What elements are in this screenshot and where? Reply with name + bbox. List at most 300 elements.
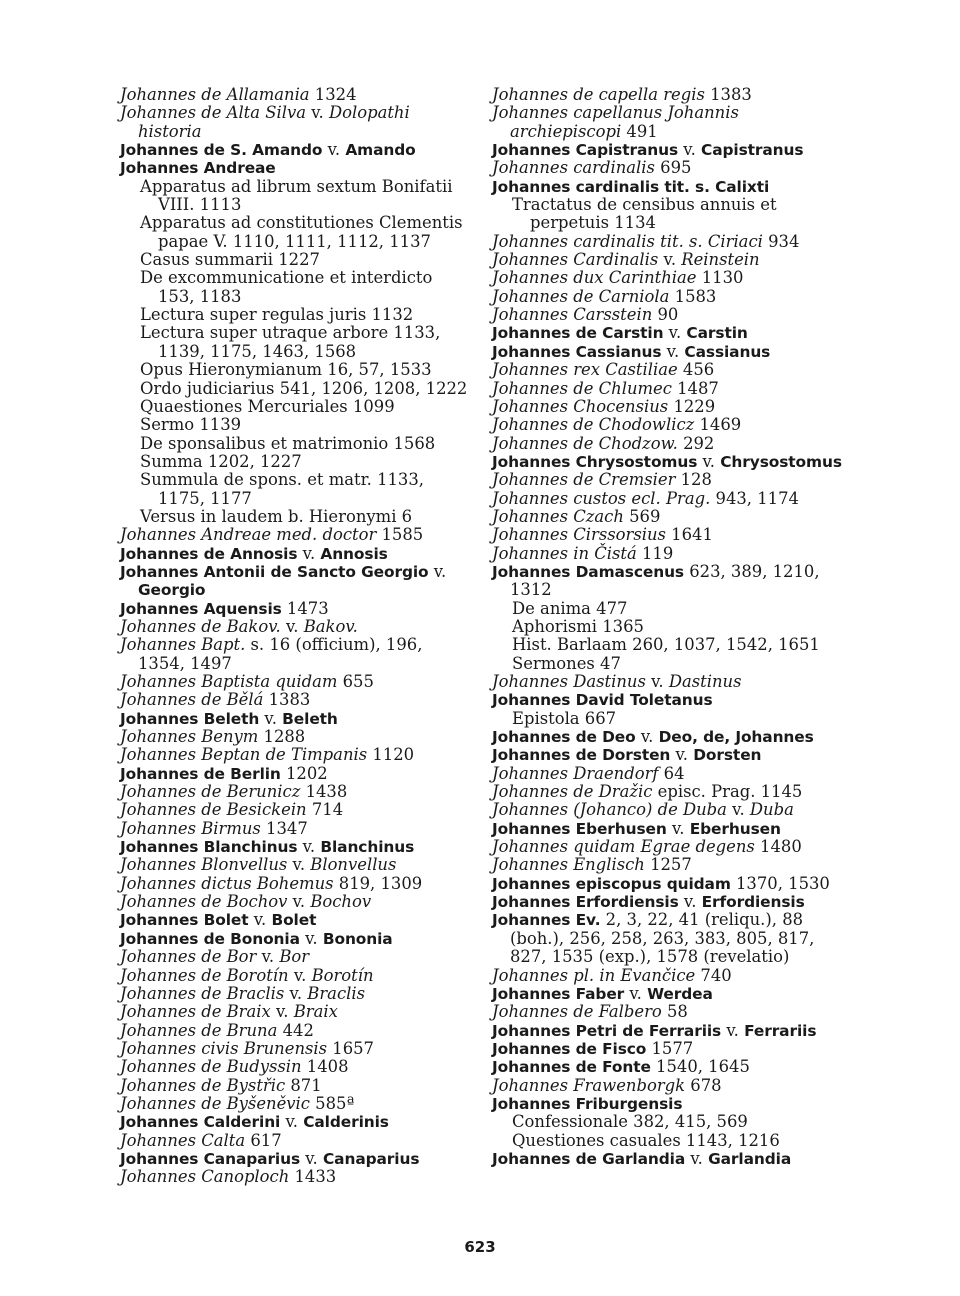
see-marker: v. bbox=[297, 837, 321, 857]
subentry-text: Hist. Barlaam 260, 1037, 1542, 1651 bbox=[512, 635, 820, 655]
index-entry bbox=[492, 673, 848, 691]
see-marker: v. bbox=[663, 323, 687, 343]
index-subentry bbox=[492, 1132, 848, 1150]
entry-heading: Johannes episcopus quidam bbox=[492, 874, 731, 893]
entry-locators: 1540, 1645 bbox=[650, 1057, 750, 1077]
entry-heading: Johannes Antonii de Sancto Georgio bbox=[120, 562, 429, 581]
index-entry bbox=[492, 765, 848, 783]
entry-locators: 64 bbox=[658, 763, 685, 783]
index-entry bbox=[492, 856, 848, 874]
entry-locators: 1473 bbox=[281, 598, 329, 618]
index-entry bbox=[492, 288, 848, 306]
entry-heading: Johannes de S. Amando bbox=[120, 141, 323, 160]
entry-heading: Johannes Beleth bbox=[120, 709, 260, 728]
index-entry bbox=[492, 526, 848, 544]
subentry-text: Summa 1202, 1227 bbox=[140, 451, 302, 471]
entry-locators: 491 bbox=[621, 121, 658, 141]
entry-locators: 569 bbox=[623, 506, 661, 526]
cross-reference: Eberhusen bbox=[689, 819, 781, 838]
entry-heading: Johannes de Dorsten bbox=[492, 746, 671, 765]
entry-heading: Johannes Blanchinus bbox=[120, 838, 298, 857]
index-entry bbox=[492, 361, 848, 379]
index-entry bbox=[120, 600, 470, 618]
entry-locators: 1288 bbox=[258, 727, 306, 747]
cross-reference: Carstin bbox=[686, 324, 748, 343]
see-marker: v. bbox=[280, 1112, 304, 1132]
subentry-text: Sermones 47 bbox=[512, 653, 621, 673]
entry-locators: 1577 bbox=[646, 1038, 694, 1058]
index-entry bbox=[120, 838, 470, 856]
subentry-text: Ordo judiciarius 541, 1206, 1208, 1222 bbox=[140, 378, 468, 398]
index-entry bbox=[120, 801, 470, 819]
index-entry bbox=[492, 691, 848, 709]
index-subentry bbox=[120, 324, 470, 361]
see-marker: v. bbox=[322, 140, 346, 160]
entry-locators: 655 bbox=[337, 672, 374, 691]
entry-heading: Johannes Eberhusen bbox=[492, 819, 667, 838]
see-marker: v. bbox=[287, 892, 311, 912]
subentry-text: Confessionale 382, 415, 569 bbox=[512, 1112, 748, 1132]
index-entry bbox=[120, 820, 470, 838]
index-subentry bbox=[120, 453, 470, 471]
index-entry bbox=[120, 1058, 470, 1076]
index-entry bbox=[120, 893, 470, 911]
index-entry bbox=[120, 1095, 470, 1113]
cross-reference: Werdea bbox=[647, 984, 713, 1003]
index-entry bbox=[492, 783, 848, 801]
entry-locators: 1257 bbox=[644, 855, 692, 875]
see-marker: v. bbox=[624, 983, 648, 1003]
entry-heading: Johannes Birmus bbox=[120, 818, 261, 838]
entry-heading: Johannes de Alta Silva bbox=[120, 103, 306, 123]
index-entry bbox=[492, 1077, 848, 1095]
index-entry bbox=[120, 1132, 470, 1150]
index-entry bbox=[492, 380, 848, 398]
index-entry bbox=[120, 1022, 470, 1040]
entry-heading: Johannes Calderini bbox=[120, 1113, 281, 1132]
entry-heading: Johannes Chocensius bbox=[492, 396, 669, 416]
see-marker: v. bbox=[721, 1020, 745, 1040]
see-marker: v. bbox=[726, 800, 750, 820]
cross-reference: Calderinis bbox=[303, 1113, 389, 1132]
cross-reference: Chrysostomus bbox=[720, 452, 842, 471]
cross-reference: Annosis bbox=[320, 544, 388, 563]
see-marker: v. bbox=[635, 727, 659, 747]
entry-locators: 1324 bbox=[309, 85, 357, 104]
index-entry bbox=[120, 526, 470, 544]
entry-heading: Johannes de Bor bbox=[120, 947, 257, 967]
entry-locators: 1438 bbox=[300, 782, 348, 802]
entry-heading: Johannes Faber bbox=[492, 984, 625, 1003]
entry-locators: 128 bbox=[675, 470, 712, 490]
entry-heading: Johannes Beptan de Timpanis bbox=[120, 745, 368, 765]
index-entry bbox=[492, 398, 848, 416]
cross-reference: Braclis bbox=[307, 983, 366, 1003]
subentry-text: Versus in laudem b. Hieronymi 6 bbox=[140, 506, 413, 526]
cross-reference: Deo, de, Johannes bbox=[658, 728, 814, 747]
cross-reference: Bononia bbox=[322, 929, 393, 948]
subentry-text: De anima 477 bbox=[512, 598, 628, 618]
entry-heading: Johannes de Byšeněvic bbox=[120, 1093, 310, 1113]
cross-reference: Duba bbox=[749, 800, 794, 820]
entry-heading: Johannes Capistranus bbox=[492, 141, 679, 160]
index-entry bbox=[492, 86, 848, 104]
index-subentry bbox=[492, 618, 848, 636]
entry-heading: Johannes Blonvellus bbox=[120, 855, 288, 875]
index-entry bbox=[492, 911, 848, 966]
see-marker: v. bbox=[697, 451, 721, 471]
entry-locators: 1347 bbox=[260, 818, 308, 838]
entry-heading: Johannes Aquensis bbox=[120, 599, 282, 618]
entry-heading: Johannes de Deo bbox=[492, 728, 636, 747]
entry-heading: Johannes (Johanco) de Duba bbox=[492, 800, 727, 820]
entry-locators: 1383 bbox=[263, 690, 311, 710]
index-entry bbox=[120, 875, 470, 893]
entry-heading: Johannes de Berlin bbox=[120, 764, 281, 783]
index-entry bbox=[120, 967, 470, 985]
index-entry bbox=[492, 875, 848, 893]
index-entry bbox=[492, 104, 848, 141]
entry-heading: Johannes pl. in Evančice bbox=[492, 965, 696, 985]
entry-heading: Johannes custos ecl. Prag. bbox=[492, 488, 711, 508]
see-marker: v. bbox=[300, 1148, 323, 1168]
entry-heading: Johannes de Carniola bbox=[492, 286, 670, 306]
index-subentry bbox=[120, 435, 470, 453]
entry-heading: Johannes civis Brunensis bbox=[120, 1038, 328, 1058]
entry-locators: 1487 bbox=[671, 378, 719, 398]
index-entry bbox=[120, 545, 470, 563]
entry-locators: 1641 bbox=[665, 525, 713, 545]
entry-heading: Johannes Carsstein bbox=[492, 305, 653, 325]
subentry-text: Apparatus ad librum sextum Bonifatii VIII. 1113 bbox=[140, 176, 453, 215]
index-entry bbox=[120, 783, 470, 801]
entry-locators: episc. Prag. 1145 bbox=[652, 782, 803, 802]
entry-locators: 456 bbox=[677, 360, 715, 380]
cross-reference: Capistranus bbox=[701, 141, 804, 160]
index-entry bbox=[492, 1095, 848, 1113]
entry-locators: 1370, 1530 bbox=[730, 873, 830, 893]
index-entry bbox=[120, 856, 470, 874]
index-entry bbox=[492, 1150, 848, 1168]
entry-locators: 934 bbox=[762, 231, 800, 251]
index-subentry bbox=[120, 398, 470, 416]
see-marker: v. bbox=[645, 672, 669, 691]
entry-heading: Johannes Friburgensis bbox=[492, 1094, 683, 1113]
index-entry bbox=[120, 618, 470, 636]
cross-reference: Bochov bbox=[310, 892, 372, 912]
entry-heading: Johannes Bapt. bbox=[120, 635, 246, 655]
see-marker: v. bbox=[428, 561, 447, 581]
entry-heading: Johannes de Bělá bbox=[120, 690, 264, 710]
index-entry bbox=[492, 233, 848, 251]
index-subentry bbox=[120, 251, 470, 269]
entry-locators: 585ª bbox=[309, 1093, 355, 1113]
entry-heading: Johannes Bolet bbox=[120, 911, 249, 930]
entry-heading: Johannes rex Castiliae bbox=[492, 360, 678, 380]
entry-locators: 1480 bbox=[754, 837, 802, 857]
entry-heading: Johannes Canaparius bbox=[120, 1149, 301, 1168]
entry-heading: Johannes Erfordiensis bbox=[492, 893, 679, 912]
entry-locators: 1383 bbox=[704, 85, 752, 104]
index-entry bbox=[120, 1040, 470, 1058]
entry-heading: Johannes David Toletanus bbox=[492, 691, 713, 710]
cross-reference: Dorsten bbox=[693, 746, 762, 765]
see-marker: v. bbox=[280, 616, 304, 636]
index-entry bbox=[492, 893, 848, 911]
index-entry bbox=[120, 1077, 470, 1095]
see-marker: v. bbox=[666, 818, 690, 838]
index-entry bbox=[492, 453, 848, 471]
index-entry bbox=[120, 86, 470, 104]
entry-heading: Johannes capellanus Johannis archiepiscopi bbox=[492, 103, 739, 141]
index-entry bbox=[120, 1113, 470, 1131]
subentry-text: Aphorismi 1365 bbox=[512, 616, 644, 636]
index-entry bbox=[120, 141, 470, 159]
index-entry bbox=[492, 801, 848, 819]
entry-locators: 623, 389, 1210, 1312 bbox=[510, 561, 820, 600]
entry-locators: 943, 1174 bbox=[710, 488, 799, 508]
entry-heading: Johannes Frawenborgk bbox=[492, 1075, 686, 1095]
subentry-text: Apparatus ad constitutiones Clementis papae V. 1110, 1111, 1112, 1137 bbox=[140, 213, 463, 251]
index-column-right bbox=[492, 86, 848, 1168]
see-marker: v. bbox=[658, 250, 682, 270]
index-subentry bbox=[120, 471, 470, 508]
index-entry bbox=[492, 178, 848, 196]
entry-heading: Johannes de Budyssin bbox=[120, 1057, 302, 1077]
index-entry bbox=[492, 508, 848, 526]
index-entry bbox=[120, 710, 470, 728]
entry-heading: Johannes Ev. bbox=[492, 911, 601, 930]
index-entry bbox=[120, 673, 470, 691]
see-marker: v. bbox=[678, 892, 702, 912]
entry-heading: Johannes de Borotín bbox=[120, 965, 289, 985]
index-entry bbox=[492, 490, 848, 508]
entry-heading: Johannes de Annosis bbox=[120, 544, 298, 563]
subentry-text: Casus summarii 1227 bbox=[140, 250, 320, 270]
subentry-text: Quaestiones Mercuriales 1099 bbox=[140, 396, 395, 416]
entry-locators: 1469 bbox=[694, 415, 742, 435]
index-entry bbox=[120, 563, 470, 600]
entry-heading: Johannes Czach bbox=[492, 506, 624, 526]
see-marker: v. bbox=[287, 855, 311, 875]
index-entry bbox=[120, 691, 470, 709]
subentry-text: Sermo 1139 bbox=[140, 415, 242, 435]
entry-locators: 1433 bbox=[289, 1167, 337, 1187]
index-subentry bbox=[492, 710, 848, 728]
entry-locators: 1120 bbox=[367, 745, 415, 765]
index-entry bbox=[492, 306, 848, 324]
see-marker: v. bbox=[685, 1148, 709, 1168]
entry-locators: 1657 bbox=[327, 1038, 374, 1058]
entry-heading: Johannes Canoploch bbox=[120, 1167, 290, 1187]
index-entry bbox=[492, 416, 848, 434]
cross-reference: Blanchinus bbox=[320, 838, 415, 857]
index-column-left bbox=[120, 86, 470, 1187]
index-subentry bbox=[120, 508, 470, 526]
entry-heading: Johannes Andreae bbox=[120, 159, 276, 178]
entry-heading: Johannes Cardinalis bbox=[492, 250, 659, 270]
entry-locators: 871 bbox=[285, 1075, 322, 1095]
see-marker: v. bbox=[256, 947, 280, 967]
index-entry bbox=[492, 471, 848, 489]
see-marker: v. bbox=[306, 103, 329, 123]
subentry-text: Epistola 667 bbox=[512, 708, 617, 728]
index-entry bbox=[120, 746, 470, 764]
entry-heading: Johannes Dastinus bbox=[492, 672, 646, 691]
entry-heading: Johannes cardinalis tit. s. Ciriaci bbox=[492, 231, 763, 251]
index-entry bbox=[492, 545, 848, 563]
index-subentry bbox=[492, 1113, 848, 1131]
entry-heading: Johannes de Falbero bbox=[492, 1002, 662, 1022]
index-subentry bbox=[120, 380, 470, 398]
cross-reference: Amando bbox=[345, 141, 416, 160]
entry-locators: 1202 bbox=[280, 763, 328, 783]
subentry-text: De excommunicatione et interdicto 153, 1183 bbox=[140, 268, 433, 306]
see-marker: v. bbox=[270, 1002, 294, 1022]
index-entry bbox=[492, 343, 848, 361]
subentry-text: De sponsalibus et matrimonio 1568 bbox=[140, 433, 436, 453]
index-entry bbox=[120, 636, 470, 673]
see-marker: v. bbox=[248, 910, 272, 930]
entry-heading: Johannes Petri de Ferrariis bbox=[492, 1021, 722, 1040]
entry-heading: Johannes de Bononia bbox=[120, 929, 300, 948]
see-marker: v. bbox=[284, 983, 308, 1003]
subentry-text: Questiones casuales 1143, 1216 bbox=[512, 1130, 780, 1150]
index-entry bbox=[492, 967, 848, 985]
see-marker: v. bbox=[299, 928, 323, 948]
index-entry bbox=[120, 1003, 470, 1021]
entry-heading: Johannes de Bochov bbox=[120, 892, 288, 912]
entry-locators: s. 16 (officium), 196, 1354, 1497 bbox=[138, 635, 423, 673]
entry-heading: Johannes de Chodzow. bbox=[492, 433, 678, 453]
see-marker: v. bbox=[259, 708, 283, 728]
index-subentry bbox=[492, 636, 848, 654]
entry-heading: Johannes Cirssorsius bbox=[492, 525, 666, 545]
cross-reference: Erfordiensis bbox=[701, 893, 805, 912]
index-subentry bbox=[120, 178, 470, 215]
entry-heading: Johannes Draendorf bbox=[492, 763, 659, 783]
cross-reference: Bakov. bbox=[303, 616, 358, 636]
entry-heading: Johannes Chrysostomus bbox=[492, 452, 698, 471]
entry-locators: 1130 bbox=[696, 268, 744, 288]
index-entry bbox=[120, 159, 470, 177]
entry-heading: Johannes de Garlandia bbox=[492, 1149, 686, 1168]
entry-heading: Johannes de Fisco bbox=[492, 1039, 647, 1058]
entry-locators: 819, 1309 bbox=[333, 873, 423, 893]
index-entry bbox=[492, 820, 848, 838]
entry-heading: Johannes Cassianus bbox=[492, 342, 662, 361]
index-entry bbox=[492, 728, 848, 746]
index-entry bbox=[120, 911, 470, 929]
index-entry bbox=[120, 930, 470, 948]
subentry-text: Opus Hieronymianum 16, 57, 1533 bbox=[140, 360, 432, 380]
entry-heading: Johannes Calta bbox=[120, 1130, 246, 1150]
entry-heading: Johannes de Bruna bbox=[120, 1020, 278, 1040]
subentry-text: Lectura super regulas juris 1132 bbox=[140, 305, 414, 325]
entry-heading: Johannes cardinalis bbox=[492, 158, 655, 178]
index-subentry bbox=[120, 214, 470, 251]
index-entry bbox=[120, 104, 470, 141]
subentry-text: Tractatus de censibus annuis et perpetuis 1134 bbox=[512, 195, 777, 233]
cross-reference: Beleth bbox=[282, 709, 338, 728]
index-entry bbox=[120, 985, 470, 1003]
entry-locators: 1229 bbox=[668, 396, 716, 416]
entry-heading: Johannes cardinalis tit. s. Calixti bbox=[492, 177, 770, 196]
entry-heading: Johannes de Allamania bbox=[120, 85, 310, 104]
cross-reference: Braix bbox=[293, 1002, 338, 1022]
see-marker: v. bbox=[288, 965, 312, 985]
entry-locators: 678 bbox=[685, 1075, 722, 1095]
cross-reference: Blonvellus bbox=[310, 855, 397, 875]
see-marker: v. bbox=[297, 543, 321, 563]
index-entry bbox=[492, 985, 848, 1003]
entry-heading: Johannes Andreae med. doctor bbox=[120, 525, 377, 545]
entry-locators: 617 bbox=[245, 1130, 282, 1150]
entry-locators: 442 bbox=[277, 1020, 314, 1040]
entry-heading: Johannes Englisch bbox=[492, 855, 645, 875]
cross-reference: Borotín bbox=[311, 965, 374, 985]
subentry-text: Lectura super utraque arbore 1133, 1139, 1175, 1463, 1568 bbox=[140, 323, 441, 361]
entry-locators: 58 bbox=[661, 1002, 688, 1022]
entry-heading: Johannes de Fonte bbox=[492, 1058, 651, 1077]
index-entry bbox=[492, 159, 848, 177]
entry-heading: Johannes Damascenus bbox=[492, 562, 684, 581]
index-entry bbox=[492, 1022, 848, 1040]
subentry-text: Summula de spons. et matr. 1133, 1175, 1177 bbox=[140, 470, 424, 508]
index-subentry bbox=[120, 361, 470, 379]
entry-heading: Johannes in Čistá bbox=[492, 543, 637, 563]
cross-reference: Dastinus bbox=[668, 672, 742, 691]
index-entry bbox=[120, 948, 470, 966]
cross-reference: Reinstein bbox=[681, 250, 760, 270]
see-marker: v. bbox=[678, 140, 702, 160]
entry-locators: 2, 3, 22, 41 (reliqu.), 88 (boh.), 256, 258, 263, 383, 805, 817, 827, 1535 (exp.), 1578 (revelatio) bbox=[510, 910, 815, 967]
entry-locators: 1585 bbox=[376, 525, 424, 545]
index-entry bbox=[492, 563, 848, 600]
entry-heading: Johannes de Besickein bbox=[120, 800, 307, 820]
entry-heading: Johannes de Bystřic bbox=[120, 1075, 286, 1095]
cross-reference: Dolopathi historia bbox=[138, 103, 410, 141]
entry-locators: 714 bbox=[306, 800, 344, 820]
cross-reference: Cassianus bbox=[684, 342, 771, 361]
index-entry bbox=[120, 728, 470, 746]
entry-locators: 1408 bbox=[301, 1057, 349, 1077]
entry-locators: 119 bbox=[636, 543, 674, 563]
entry-heading: Johannes de Carstin bbox=[492, 324, 664, 343]
cross-reference: Garlandia bbox=[708, 1149, 792, 1168]
entry-locators: 90 bbox=[652, 305, 679, 325]
see-marker: v. bbox=[670, 745, 694, 765]
index-entry bbox=[120, 765, 470, 783]
entry-heading: Johannes dux Carinthiae bbox=[492, 268, 697, 288]
entry-heading: Johannes de Chlumec bbox=[492, 378, 672, 398]
index-subentry bbox=[492, 600, 848, 618]
entry-heading: Johannes de Bakov. bbox=[120, 616, 281, 636]
index-entry bbox=[492, 746, 848, 764]
entry-heading: Johannes de capella regis bbox=[492, 85, 705, 104]
index-entry bbox=[492, 1003, 848, 1021]
cross-reference: Bor bbox=[279, 947, 310, 967]
index-entry bbox=[492, 838, 848, 856]
entry-heading: Johannes quidam Egrae degens bbox=[492, 837, 755, 857]
index-entry bbox=[492, 1040, 848, 1058]
cross-reference: Ferrariis bbox=[744, 1021, 817, 1040]
index-subentry bbox=[120, 269, 470, 306]
index-entry bbox=[120, 1168, 470, 1186]
entry-heading: Johannes Benym bbox=[120, 727, 259, 747]
entry-heading: Johannes Baptista quidam bbox=[120, 672, 338, 691]
index-entry bbox=[492, 141, 848, 159]
